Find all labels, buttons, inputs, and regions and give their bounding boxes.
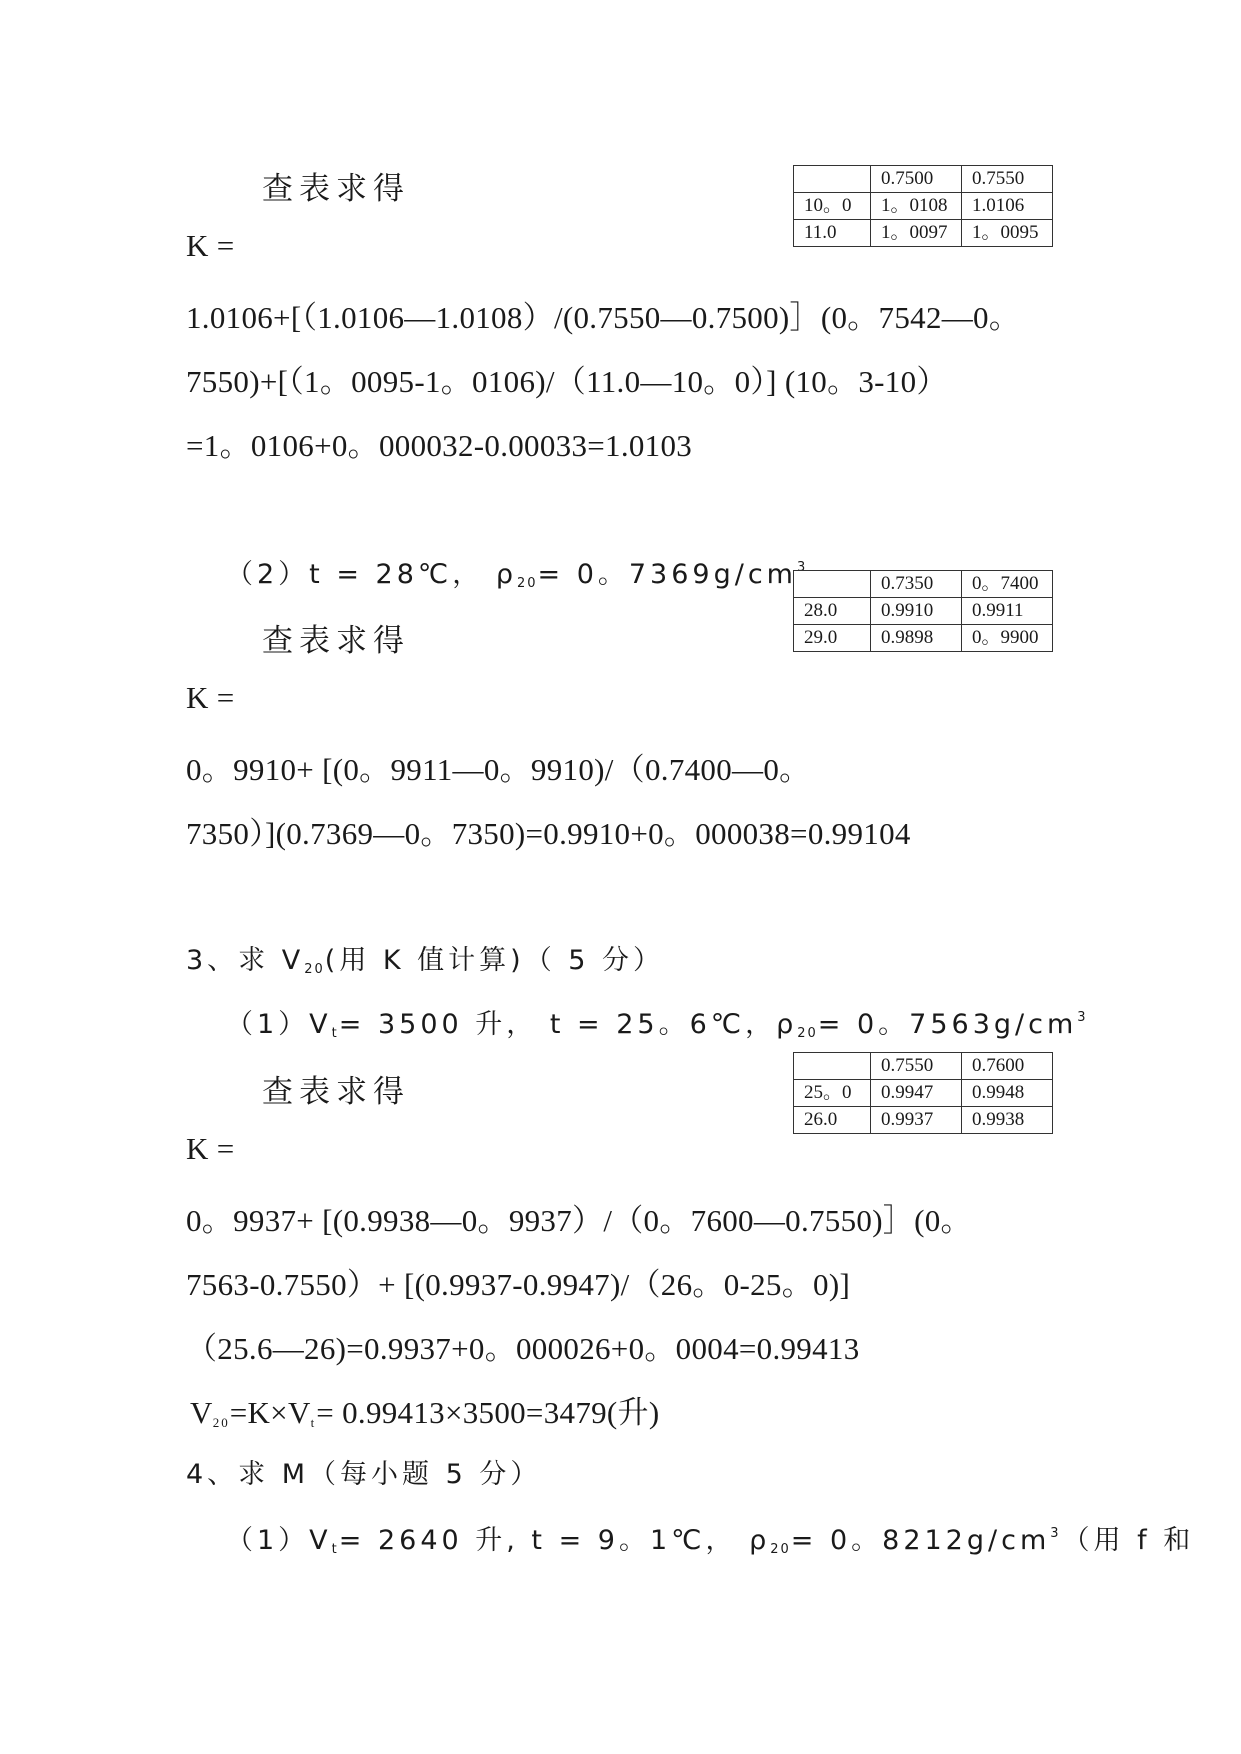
table-cell: 11.0 bbox=[794, 220, 871, 247]
table-cell: 0.9947 bbox=[871, 1080, 962, 1107]
equation-line: 7563-0.7550）+ [(0.9937-0.9947)/（26。0-25。0)] bbox=[186, 1267, 851, 1302]
table-cell: 1。0095 bbox=[962, 220, 1053, 247]
title-text: (用 K 值计算)（ 5 分） bbox=[324, 945, 665, 976]
lookup-label-2: 查表求得 bbox=[262, 623, 410, 659]
table-cell: 0.9910 bbox=[871, 598, 962, 625]
table-cell: 0.9937 bbox=[871, 1107, 962, 1134]
equation-line: 0。9937+ [(0.9938—0。9937）/（0。7600—0.7550)］(0。 bbox=[186, 1203, 972, 1238]
condition-text: = 3500 升， t = 25。6℃，ρ bbox=[338, 1009, 798, 1040]
table-cell: 0.9911 bbox=[962, 598, 1053, 625]
equation-line: 1.0106+[（1.0106—1.0108）/(0.7550—0.7500)］(0。7542—0。 bbox=[186, 300, 1021, 335]
table-cell: 0。9900 bbox=[962, 625, 1053, 652]
condition-line-3 bbox=[226, 1002, 1090, 1041]
table-cell: 0.7500 bbox=[871, 166, 962, 193]
subscript: t bbox=[331, 1542, 339, 1557]
condition-line-4 bbox=[226, 1518, 1194, 1557]
subscript: t bbox=[331, 1026, 339, 1041]
title-text: 3、求 V bbox=[186, 945, 305, 976]
table-cell: 0.7550 bbox=[962, 166, 1053, 193]
result-text: =K×V bbox=[229, 1395, 311, 1430]
section-title-4: 4、求 M（每小题 5 分） bbox=[186, 1459, 542, 1490]
result-text: V bbox=[190, 1395, 213, 1430]
subscript: 20 bbox=[304, 962, 325, 977]
equation-line: =1。0106+0。000032-0.00033=1.0103 bbox=[186, 428, 693, 463]
k-label-3: K = bbox=[186, 1131, 235, 1166]
table-row bbox=[794, 625, 1053, 652]
equation-line: 7350）](0.7369—0。7350)=0.9910+0。000038=0.99104 bbox=[186, 816, 911, 851]
table-row bbox=[794, 1080, 1053, 1107]
condition-line-2 bbox=[226, 552, 809, 591]
lookup-label-1: 查表求得 bbox=[262, 171, 410, 207]
table-header-row bbox=[794, 571, 1053, 598]
table-cell: 1。0097 bbox=[871, 220, 962, 247]
table-row bbox=[794, 193, 1053, 220]
condition-text: （1）V bbox=[226, 1525, 332, 1556]
table-cell bbox=[794, 1053, 871, 1080]
lookup-table-1 bbox=[793, 165, 1053, 247]
v20-result-line bbox=[190, 1387, 659, 1432]
condition-text: （用 f 和 bbox=[1062, 1525, 1195, 1556]
table-cell: 28.0 bbox=[794, 598, 871, 625]
table-cell: 25。0 bbox=[794, 1080, 871, 1107]
subscript: 20 bbox=[516, 576, 538, 591]
condition-text: = 0。7563g/cm bbox=[817, 1009, 1078, 1040]
condition-text: （1）V bbox=[226, 1009, 332, 1040]
superscript: 3 bbox=[1077, 1010, 1090, 1025]
table-cell: 26.0 bbox=[794, 1107, 871, 1134]
table-cell: 0.9938 bbox=[962, 1107, 1053, 1134]
condition-text: （2）t = 28℃， ρ bbox=[226, 559, 517, 590]
subscript: t bbox=[310, 1415, 317, 1430]
superscript: 3 bbox=[1050, 1526, 1063, 1541]
table-row bbox=[794, 1107, 1053, 1134]
table-cell: 0.7600 bbox=[962, 1053, 1053, 1080]
table-cell: 29.0 bbox=[794, 625, 871, 652]
table-row bbox=[794, 220, 1053, 247]
k-label-2: K = bbox=[186, 680, 235, 715]
table-header-row bbox=[794, 1053, 1053, 1080]
lookup-label-3: 查表求得 bbox=[262, 1074, 410, 1110]
condition-text: = 2640 升, t = 9。1℃， ρ bbox=[338, 1525, 771, 1556]
subscript: 20 bbox=[797, 1026, 818, 1041]
table-cell: 0.7350 bbox=[871, 571, 962, 598]
k-label-1: K = bbox=[186, 228, 235, 263]
section-title-3 bbox=[186, 938, 664, 977]
table-cell: 1.0106 bbox=[962, 193, 1053, 220]
subscript: 20 bbox=[770, 1542, 791, 1557]
table-cell: 0.9898 bbox=[871, 625, 962, 652]
table-cell: 0.9948 bbox=[962, 1080, 1053, 1107]
table-cell: 10。0 bbox=[794, 193, 871, 220]
table-row bbox=[794, 598, 1053, 625]
condition-text: = 0。7369g/cm bbox=[537, 559, 797, 590]
table-cell: 0.7550 bbox=[871, 1053, 962, 1080]
superscript: 3 bbox=[796, 560, 810, 575]
equation-line: 0。9910+ [(0。9911—0。9910)/（0.7400—0。 bbox=[186, 752, 811, 787]
result-text: = 0.99413×3500=3479(升) bbox=[316, 1395, 660, 1430]
lookup-table-3 bbox=[793, 1052, 1053, 1134]
table-cell bbox=[794, 571, 871, 598]
equation-line: 7550)+[（1。0095-1。0106)/（11.0—10。0）] (10。3-10） bbox=[186, 364, 948, 399]
equation-line: （25.6—26)=0.9937+0。000026+0。0004=0.99413 bbox=[186, 1331, 860, 1366]
table-cell bbox=[794, 166, 871, 193]
lookup-table-2 bbox=[793, 570, 1053, 652]
table-cell: 1。0108 bbox=[871, 193, 962, 220]
table-cell: 0。7400 bbox=[962, 571, 1053, 598]
table-header-row bbox=[794, 166, 1053, 193]
condition-text: = 0。8212g/cm bbox=[790, 1525, 1051, 1556]
subscript: 20 bbox=[212, 1415, 230, 1430]
